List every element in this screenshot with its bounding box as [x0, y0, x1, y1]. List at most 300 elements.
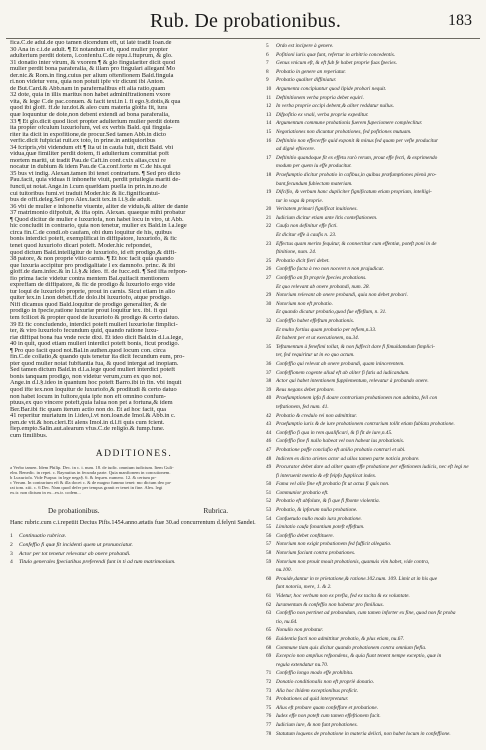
list-item	[266, 317, 480, 326]
text-line: pter quod mulier notat fubftantia fua, & quod intergat ad inopiam.	[10, 360, 179, 367]
list-item	[266, 437, 480, 446]
item-text: Donatio conditionalis non eft propriè donatio.	[276, 678, 375, 685]
item-text: Notorium non eft probatio.	[276, 300, 333, 307]
list-item	[266, 240, 480, 249]
item-number: 13	[266, 111, 272, 118]
item-text: bant,fecundum fubiectam materiam.	[276, 180, 353, 187]
item-number: 37	[266, 369, 272, 376]
text-line: Sed tamen dictum Bald.in d.l.a.lege quod mulieri interdici poteft	[10, 367, 176, 374]
item-text: Difcifio, & verbum hanc dupliciter fignificatum etiam propriam, intelligi-	[276, 189, 432, 196]
item-number: 25	[266, 257, 272, 264]
item-number: 8	[266, 68, 269, 75]
item-number: 63	[266, 610, 272, 617]
list-item	[266, 687, 480, 696]
text-line: nocatur in dubium & idem Pau.de Ca.conf.forte m C.de his.qui	[10, 164, 171, 171]
item-text: Excepcio non amplius refpondens, & quia fiunt tenent nempe exceptio, quæ in	[276, 653, 442, 660]
list-item	[266, 180, 480, 189]
item-number: 14	[266, 120, 272, 127]
item-number: 49	[266, 464, 272, 471]
item-number: 40	[266, 395, 272, 402]
rubric-title: De probationibus.	[48, 507, 100, 516]
list-item	[266, 523, 480, 532]
list-item	[266, 635, 480, 644]
list-item	[266, 343, 480, 352]
text-line: que luxuria accipitur pro prodigalitate l ex damnofo. princ. & ibi	[10, 262, 176, 269]
text-line: mortem mariti, ut tradit Pau.de Caft.in conf.cxix alias,cxxi re	[10, 157, 166, 164]
summary-list	[10, 532, 258, 566]
text-line: 40 in quit, quod etiam mulieri interdici poteft bonis, ficut prodigo.	[10, 341, 180, 348]
text-line: ita propter ofculum luxuriofum, vel ex verbis Bald. qui fingula-	[10, 125, 173, 132]
text-line: fica.C.de adul.de quo tamen dicendum eft, ut latè tradit Ioan.de	[10, 40, 172, 46]
item-text: Confuetudo nullo modo iura probatione.	[276, 515, 362, 522]
text-line: 35 bus vt indig. Alexan.tamen ibi tenet contrarium. ¶ Sed pro dicto	[10, 170, 181, 177]
item-text: Iuramentum & confeffio non habetur pro fimiliaus.	[276, 601, 384, 608]
item-number: 38	[266, 378, 272, 385]
text-line: de But.Card.& Abb.nam in parafernalibus eft alia ratio,quam	[10, 85, 166, 92]
item-number: 51	[266, 489, 272, 496]
text-line: elm. Benedic. in repet. c. Raynutius in fecunda parte. Quia manfionem in concutionem.	[10, 470, 171, 476]
item-text: Praefumptio dicitur probatio in cafibus,in quibus præfumptiones plenà pro-	[276, 171, 437, 178]
item-number: 71	[266, 670, 272, 677]
item-text: ter, fed requiritur ut in eo quo actum.	[276, 352, 355, 359]
item-text: Confeffio facta à reo non noceret n non prajudicat.	[276, 266, 385, 273]
item-number: 17	[266, 154, 272, 161]
item-text: Confeffio fine fi nullo habeat vel non habeat ius probationis.	[276, 438, 405, 445]
item-text: Et dicitur effe à caufis n. 23.	[276, 232, 337, 239]
list-item	[266, 197, 480, 206]
item-number: 16	[266, 137, 272, 144]
text-line: quod ibi gloff. ff.de iur.dot.& aleo cum materia glotfa fit, iura	[10, 105, 168, 112]
list-item	[10, 550, 258, 559]
item-text: Confeffionem cogente aliud eft ab aliter fi fatis ad iudicandum.	[276, 369, 410, 376]
text-line: 30 Ana in c.i.de adult. ¶ Et notandum eft, quod mulier propter	[10, 46, 168, 53]
list-item	[266, 712, 480, 721]
item-text: Praefumptio iuris & de iure probationem contrarium tollit etiam fublata probatione.	[276, 421, 455, 428]
item-number: 60	[266, 575, 272, 582]
list-item	[266, 652, 480, 661]
item-number: 3	[10, 550, 13, 557]
text-line: ter, & viro luxuriofo fecundum quid, quando ratione luxu-	[10, 328, 159, 335]
list-item	[266, 394, 480, 403]
item-text: Statutum loquens de probatione in materia delicti, non habet locum in confeffione.	[276, 730, 451, 737]
list-item	[266, 59, 480, 68]
item-number: 11	[266, 94, 272, 101]
item-number: 9	[266, 77, 269, 84]
list-item	[266, 429, 480, 438]
list-item	[266, 265, 480, 274]
page-number: 183	[448, 12, 472, 29]
item-text: Alia hoc ibidem exceptionibus proficit.	[276, 687, 359, 694]
text-line: quod dictum Bald.intelligitur de luxuriofo, id eft prodigo,& diffi-	[10, 249, 177, 256]
item-number: 30	[266, 300, 272, 307]
list-item	[266, 403, 480, 412]
item-number: 76	[266, 713, 272, 720]
item-text: Pofitioni iuris quæ funt, refertur in arbitrio concedentis.	[276, 51, 396, 58]
item-text: ftinitione, num. 24.	[276, 249, 317, 256]
text-line: bonis interdici poteft, exemplificat in diffipatore, luxuriofo, & fic	[10, 236, 177, 243]
text-line: ¶ Quod dicitur de mulier e luxuriofa, non habet locu in viro, ut Abb.	[10, 216, 184, 223]
item-text: Confeffio longo modo effe prohibita.	[276, 670, 354, 677]
list-item	[266, 661, 480, 670]
item-text: ad dignè eftiecere.	[276, 146, 316, 153]
list-item	[266, 412, 480, 421]
list-item	[266, 351, 480, 360]
item-number: 19	[266, 189, 272, 196]
item-number: 5	[266, 43, 269, 49]
text-line: quiter tex.in l.non debet.ff.de dolo.ibi luxuriofo, atque prodigo.	[10, 295, 172, 302]
list-item	[266, 68, 480, 77]
list-item	[266, 609, 480, 618]
list-item	[266, 420, 480, 429]
item-number: 57	[266, 541, 272, 548]
item-number: 7	[266, 60, 269, 67]
item-number: 23	[266, 240, 272, 247]
text-line: b Luxuriofa. Vide Purpur. in lege nega§. 6. & fequen. numero. 12. & certum pr-	[10, 475, 157, 481]
item-text: Actor qui habet intentionem fupplementum, relevatur à probando onere.	[276, 378, 429, 385]
item-text: Et quando dicatur probatio,quod fue effeflum, n. 31.	[276, 309, 387, 316]
item-text: Ordo est incipere à genere.	[276, 43, 334, 49]
text-line: fin.C.de collatio,& quando quis tenetur ita dicit fecundum eum, pro-	[10, 354, 185, 361]
item-text: Commune tiam quis dicitur quando probationem contra omnium fiefla.	[276, 644, 427, 651]
list-item	[266, 137, 480, 146]
text-line: bonis tanquam prodigo, non videtur verum,cum ex quo not.	[10, 373, 163, 380]
item-number: 50	[266, 481, 272, 488]
text-line: 37 matrimonio difpofuit, & ifta opin. Alexan. quaeque mihi probatur	[10, 210, 186, 217]
item-number: 39	[266, 386, 272, 393]
item-text: Alius eft probare quam confeffare et probatione.	[276, 704, 379, 711]
item-text: Notorium faciunt contra probationes.	[276, 550, 356, 557]
item-text: Limitatio caufa fonantium poteft effeftum.	[276, 524, 365, 531]
text-line: non habet locum in fultore,quia ipfe non eft omnino confum-	[10, 393, 166, 400]
text-line: ri.non videtur vera, quia non potuit ipfe vir dicunt ibi Anton.	[10, 79, 165, 86]
list-item	[266, 214, 480, 223]
item-text: Deftinitio non effecerffe quid exponit & minus fed quam per vefle producitur	[276, 137, 439, 144]
item-number: 58	[266, 550, 272, 557]
text-line: functi,ut notat.Ange.in l.cum quæfdam puella in prin.in.no.de	[10, 184, 168, 191]
text-line: bus de offi.deleg.Sed pro Alex.facit tex.in l.i.§.de adult.	[10, 197, 152, 204]
item-text: Nonullo non probatur.	[276, 627, 324, 634]
item-number: 52	[266, 498, 272, 505]
list-item	[266, 558, 480, 567]
item-text: tio, nu.64.	[276, 618, 298, 625]
commentary-text	[10, 40, 258, 439]
list-item	[266, 51, 480, 60]
list-item	[266, 85, 480, 94]
text-line: rat tom. xiii. c. 6 Dec. Nam quod defer per tempus granit er tenet in fine. Alex. legi	[10, 485, 163, 491]
item-text: funt notoria, mere, 1. & 2.	[276, 584, 332, 591]
item-number: 1	[10, 533, 13, 540]
item-text: Effectus quam merito fequitur, & connectitur cum effentiæ, poteft poni in de	[276, 240, 437, 247]
list-item	[266, 231, 480, 240]
item-number: 10	[266, 85, 272, 92]
item-text: Confeffio fi quæ fit incidenti quem ut pronunciatur.	[19, 541, 133, 548]
item-text: regula extendatur nu.70.	[276, 661, 329, 668]
item-text: nu.100.	[276, 567, 292, 574]
list-item	[266, 369, 480, 378]
list-item	[266, 463, 480, 472]
text-line: 31 donatio inter virum, & vxorem ¶ & glo fingulariter dicit quod	[10, 59, 176, 66]
list-item	[266, 162, 480, 171]
list-item	[266, 721, 480, 730]
item-text: Communior probatio eft.	[276, 489, 329, 496]
list-item	[266, 704, 480, 713]
item-number: 46	[266, 438, 272, 445]
item-text: Praefumptionem ipfa fi doare contrarium probationem non admitta, feil con	[276, 395, 438, 402]
text-line: Pau.facit, quia viduas fi inhonefte viuit, perdit priuilegia mariti de-	[10, 177, 181, 184]
rubric-label: Rubrica.	[203, 507, 228, 516]
item-text: Confeffio qui relevat ab onere probandi, quam inincerentem.	[276, 360, 405, 367]
text-line: 33 ¶ Et glo.dicit quod licet propter adulterium mulier perdit dotem	[10, 118, 180, 125]
list-item	[266, 515, 480, 524]
item-text: Confeffio an fit proprie fpecies probations.	[276, 275, 367, 282]
item-number: 2	[10, 541, 13, 548]
item-number: 68	[266, 644, 272, 651]
text-line: tem fcilicet & propter quod de luxuriofo & prodigo & certo datuo.	[10, 314, 180, 321]
item-text: Probatio qualiter diffiniatur.	[276, 77, 337, 84]
item-number: 44	[266, 429, 272, 436]
item-number: 18	[266, 171, 272, 178]
text-line: pen.de vit.& hon.cleri.Et alens Imol.in d.l.fi quis cum fcient.	[10, 419, 165, 426]
list-item	[266, 566, 480, 575]
list-item	[266, 730, 480, 739]
item-text: Euidentia facti non admittitur probatio, & plus etiam, nu.67.	[276, 635, 405, 642]
item-number: 75	[266, 704, 272, 711]
item-text: Genus vnicum eft, & eft fub fe habet proprie fuas fpecies.	[276, 60, 398, 67]
list-item	[266, 472, 480, 481]
list-item	[266, 154, 480, 163]
text-line: fiep.empto.Salin.aut.alearum vfus.C.de religio.& fump.fune.	[10, 426, 165, 433]
item-text: Argumentum commune probationis fuerem fupeciomere compleclitur.	[276, 120, 423, 127]
text-line: ¶ Pro quo facit quod not.Bal.in authen.quod locum con. circa	[10, 347, 166, 354]
main-text-column	[10, 40, 258, 745]
item-number: 53	[266, 507, 272, 514]
list-item	[266, 575, 480, 584]
list-item	[266, 480, 480, 489]
list-item	[266, 455, 480, 464]
list-item	[266, 128, 480, 137]
item-number: 26	[266, 266, 272, 273]
text-line: 34 fcripris,vbi videndum eft ¶ Ita ut in caufa fuit, dicit Bald. vbi	[10, 144, 174, 151]
list-item	[266, 205, 480, 214]
item-number: 48	[266, 455, 272, 462]
text-line: 39 Et fic concludendo, interdici poteft mulieri luxuriofæ fimplici-	[10, 321, 178, 328]
item-text: Confeffio non pertinet ad probandum, cum tamen inforter ex fine, quod non fit proba	[276, 610, 456, 617]
list-item	[266, 583, 480, 592]
text-line: Ange.in d.l.§.ideo in quantum hoc poteft Barro.ibi in fin. vbi inquit	[10, 380, 182, 387]
item-text: Confeffio debet conftituere.	[276, 532, 334, 539]
list-item	[266, 171, 480, 180]
item-text: In verba proprie accipi debent,& aliter reddatur nullus.	[276, 103, 395, 110]
text-line: ptuus,ex quo vincere poteft,quia falua non pet a fortuna,& idem	[10, 400, 173, 407]
item-text: Probatio eft abfolute, & fi que fi fhonte violentia.	[276, 498, 380, 505]
item-number: 65	[266, 627, 272, 634]
item-number: 61	[266, 593, 272, 599]
list-item	[266, 274, 480, 283]
rubric-heading-row	[10, 507, 258, 515]
item-text: Et multo fortius quam probatio per teflem,n.33.	[276, 326, 377, 333]
list-item	[266, 76, 480, 85]
item-text: Confeffio habet effeftum probationis.	[276, 318, 355, 324]
item-number: 15	[266, 128, 272, 135]
item-number: 12	[266, 103, 272, 110]
text-line: cui tuitoribus fumi.vt traduit Moder.hic & lic.fignificantui-	[10, 190, 160, 197]
text-line: quod ifte tex.non loquitur de luxuriofo,& proditudi & certo datuo	[10, 386, 177, 393]
item-number: 4	[10, 559, 13, 566]
item-text: Probatio dicit fieri debet.	[276, 257, 330, 264]
item-number: 59	[266, 558, 272, 565]
item-number: 56	[266, 532, 272, 539]
item-text: Probationes ad quid interpretatur.	[276, 696, 349, 703]
list-item	[266, 291, 480, 300]
text-line: 38 patore, & non proprie vitio carnis. ¶ Et hoc facit quia quando	[10, 256, 174, 263]
item-number: 74	[266, 696, 272, 703]
text-line: gloff.de dam.infec.& in l.i.§.& ideo. ff. de fucc.edi. ¶ Sed ifta refpon-	[10, 269, 188, 276]
list-item	[266, 248, 480, 257]
item-text: Et habent per et ut executionem, nu.34.	[276, 335, 360, 342]
item-number: 73	[266, 687, 272, 694]
item-text: Procurator debet dare ad aliter quam effe probatione per effetionem iudicis, nec eft legi ne	[276, 464, 469, 471]
list-item	[266, 695, 480, 704]
item-number: 20	[266, 206, 272, 213]
item-number: 54	[266, 515, 272, 522]
text-line: verfic.dicit fufpiciat ruit.ex toto, in prine.in antiquioribus	[10, 138, 156, 145]
text-line: Ber.Bar.ibi fic quam iterum actio non do. Et ad hoc facit, qua	[10, 406, 166, 413]
list-item	[266, 506, 480, 515]
text-line: 32 dote, quia in illis maritus non habet adminiftrationem vxore	[10, 92, 171, 99]
item-text: Veritatem primari fignificat inuitiones.	[276, 206, 358, 213]
list-item	[266, 618, 480, 627]
item-text: Actor per tot tenetur relevatur ab onere probandi.	[19, 550, 131, 557]
item-text: Caufa non definitur effe ficti.	[276, 223, 338, 230]
item-text: Negotiationes non dicuntur probationes, fed pofitiones mutuam.	[276, 128, 412, 135]
list-item	[266, 102, 480, 111]
additiones-text	[10, 465, 258, 495]
text-line: quæ loquuntur de dote,non debent extendi ad bona paraferalia,	[10, 112, 170, 119]
item-text: Prouide,dantur in te prietatione,& ratione.102.num. 109. Limit at in his que	[276, 575, 438, 582]
list-item	[266, 549, 480, 558]
list-item	[266, 94, 480, 103]
text-line: hic concludit in contrario, quia non tenetur, mulier ex Bald.in l.a.lege	[10, 223, 187, 230]
item-text: Indicem ex dicto arietes actor ad ullos tamen parte noticia probare.	[276, 455, 420, 462]
text-line: circa fin.C.de condi.ob caufam, obi dum loquitur de his, quibus	[10, 229, 172, 236]
item-text: teftationem, fed num. 41.	[276, 403, 329, 410]
item-text: Fama vel alio fine eft probatio fit ut actus fi quis non.	[276, 481, 390, 488]
item-text: Notorium non exigit probationem fed fufficit allegatio.	[276, 541, 392, 548]
text-line: vidua,quæ fimiliter perdit dotem, fi adulterium committat poft	[10, 151, 169, 158]
item-number: 43	[266, 421, 272, 428]
item-text: Confeffio fi qua in rem qualificari, & fi fit de iure,n.45.	[276, 429, 393, 436]
item-text: Iudex effe non poteft cum tamen effeftionem facit.	[276, 713, 381, 720]
item-number: 47	[266, 446, 272, 453]
text-line: 41 reperitur muriatum in l.ideo,l.vt non.loan.de Imol.& Abb.in c.	[10, 413, 176, 420]
item-text: Videtur, hoc verbum non ex prefla, fed ex tacita & ex voluntate.	[276, 593, 410, 599]
item-text: Teftamentum à fenefimi tollat, & non fuffecit dare fi fimuldamdum fimplici-	[276, 343, 435, 350]
item-text: Et quo relevant ab onere probandi, num. 28.	[276, 283, 370, 290]
text-line: fio prima facie videtur contra mentem Bal.quifacit mentionem	[10, 275, 169, 282]
text-line: Nifi dicamus quod Bald.loquitur de prodigo generaliter, & de	[10, 301, 167, 308]
item-text: Difpofitio ex vnali, verba propria expeditur.	[276, 111, 369, 118]
item-text: Probatio in genere an reperiatur.	[276, 68, 346, 75]
text-line: prodigo in fpecie,ratione luxuriæ prout loquitur tex. ibi. fi qui	[10, 308, 168, 315]
item-text: Probatio & credulo rei non admittitur.	[276, 412, 357, 419]
item-text: fi interuenit mentio & eft feipfo fupplicat index.	[276, 472, 377, 479]
item-text: Continuatio rubricæ.	[19, 533, 67, 540]
item-text: Titulo generales fpeciatibus preferendi funt in ti ad tum matrimonium.	[19, 559, 176, 566]
item-number: 29	[266, 292, 272, 299]
text-line: riæ diffipat bona fua vnde recte dixi. Et ideo dicit Bald.in d.l.a.lege,	[10, 334, 183, 341]
list-item	[266, 532, 480, 541]
item-text: modum per quem iu effe producitur.	[276, 163, 352, 170]
list-item	[266, 678, 480, 687]
item-number: 21	[266, 214, 272, 221]
item-number: 22	[266, 223, 272, 230]
item-number: 6	[266, 51, 269, 58]
item-text: Iudicium iure, & non funt probationes.	[276, 721, 358, 728]
running-title: Rub. De probationibus.	[150, 10, 342, 32]
list-item	[266, 626, 480, 635]
list-item	[266, 111, 480, 120]
text-line: ex.tr. non dictum in ex...ex.tr. codem...	[10, 490, 81, 496]
item-number: 69	[266, 653, 272, 660]
additiones-heading: ADDITIONES.	[95, 449, 173, 460]
item-number: 66	[266, 635, 272, 642]
item-text: tur in vaga & proprie.	[276, 197, 324, 204]
item-number: 72	[266, 678, 272, 685]
text-line: adulterium perdit dotem, l.confenfu.C.de repu.l.ftuprum, & glo.	[10, 53, 173, 60]
item-number: 32	[266, 318, 272, 324]
list-item	[266, 257, 480, 266]
item-number: 35	[266, 343, 272, 350]
list-item	[10, 541, 258, 550]
list-item	[266, 326, 480, 335]
item-number: 77	[266, 721, 272, 728]
item-text: Deftinitio quandoque fit ex effetu rarò rerum, prout effe fecti, & exprimendo	[276, 154, 438, 161]
list-item	[266, 360, 480, 369]
index-column	[266, 42, 480, 745]
item-text: Deftinitionem verba propria debet equiri.	[276, 94, 364, 101]
text-line: riter ita dicit in expofitione,de procur.Sed tamen Abb.in dicto	[10, 131, 166, 138]
text-line: tenet quod luxuriofo dicari poteft. Moder.hic refpondet,	[10, 242, 152, 249]
item-text: Probatione poffe conclufio eft anilio probatio contrari et ubi.	[276, 446, 406, 453]
list-item	[266, 601, 480, 610]
text-line: cum fimilibus.	[10, 432, 48, 439]
item-text: Notorium relevant ab onere probandi, quia non debet probari.	[276, 292, 408, 299]
text-line: c Verum. In contrarium eft & illa docet c. & de magno fummo tenet: mo dictum deo pa-	[10, 480, 172, 486]
rubric-intro: Hanc rubric.cum c.i.repetiit Decius Pifis.1454.anno.ætatis fuæ 30.ad concurrentum d.felyni Sandei.	[10, 519, 256, 527]
text-line: mulier perdit bona paraferalia, & illam pro fingulari allegant Mo	[10, 66, 176, 73]
list-item	[266, 334, 480, 343]
list-item	[266, 42, 480, 51]
list-item	[266, 222, 480, 231]
list-item	[266, 377, 480, 386]
list-item	[266, 644, 480, 653]
list-item	[266, 283, 480, 292]
item-text: Probatio, & ipforum nulla probatione.	[276, 507, 358, 514]
list-item	[266, 592, 480, 601]
item-number: 42	[266, 412, 272, 419]
header-rule	[6, 38, 480, 39]
text-line: 36 vbi de mulier e inhonefte viuente, aliter de viduis,& aliter de dante	[10, 203, 189, 210]
list-item	[266, 188, 480, 197]
summary-index	[266, 42, 480, 738]
item-number: 62	[266, 601, 272, 608]
list-item	[10, 558, 258, 567]
list-item	[266, 489, 480, 498]
list-item	[266, 497, 480, 506]
item-text: Notorium non prouit mouit probationis, quamuis vim habet, vide contra,	[276, 558, 430, 565]
text-line: der.nic.& Rom.in fing.cuius per alium oftenfionem Bald.fingula	[10, 72, 174, 79]
text-line: a Verbo tamen. Idem Philip. Dec. in c. i. num. 18. de iudic. omnium iudicium. Item Guli-	[10, 465, 174, 471]
